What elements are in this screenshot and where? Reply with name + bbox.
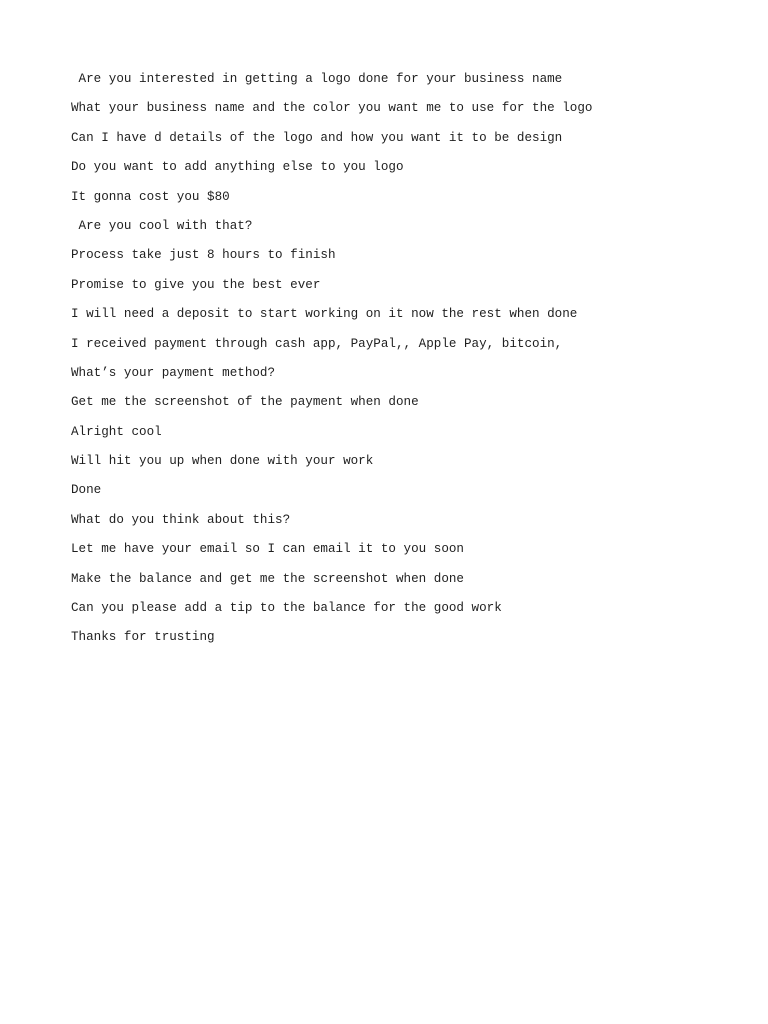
document-line: Let me have your email so I can email it to you soon: [71, 542, 464, 557]
document-line: Can I have d details of the logo and how you want it to be design: [71, 130, 563, 145]
document-line: Are you interested in getting a logo done for your business name: [71, 72, 563, 86]
document-line: What do you think about this?: [71, 512, 291, 527]
document-line: Do you want to add anything else to you logo: [71, 160, 404, 175]
document-line: Make the balance and get me the screenshot when done: [71, 571, 464, 586]
document-body: [71, 71, 711, 659]
document-line: Done: [71, 483, 102, 498]
document-line: Get me the screenshot of the payment when done: [71, 395, 419, 410]
document-line: Alright cool: [71, 424, 162, 439]
document-line: What your business name and the color you want me to use for the logo: [71, 101, 593, 116]
document-line: Process take just 8 hours to finish: [71, 248, 336, 263]
document-line: Promise to give you the best ever: [71, 277, 321, 292]
document-line: It gonna cost you $80: [71, 189, 230, 204]
document-line: Thanks for trusting: [71, 630, 215, 645]
document-line: What’s your payment method?: [71, 365, 276, 380]
document-line: Can you please add a tip to the balance for the good work: [71, 601, 502, 616]
document-line: Will hit you up when done with your work: [71, 454, 374, 469]
document-line: Are you cool with that?: [71, 218, 253, 233]
document-line: I will need a deposit to start working on it now the rest when done: [71, 307, 578, 322]
document-line: I received payment through cash app, PayPal,, Apple Pay, bitcoin,: [71, 336, 563, 351]
